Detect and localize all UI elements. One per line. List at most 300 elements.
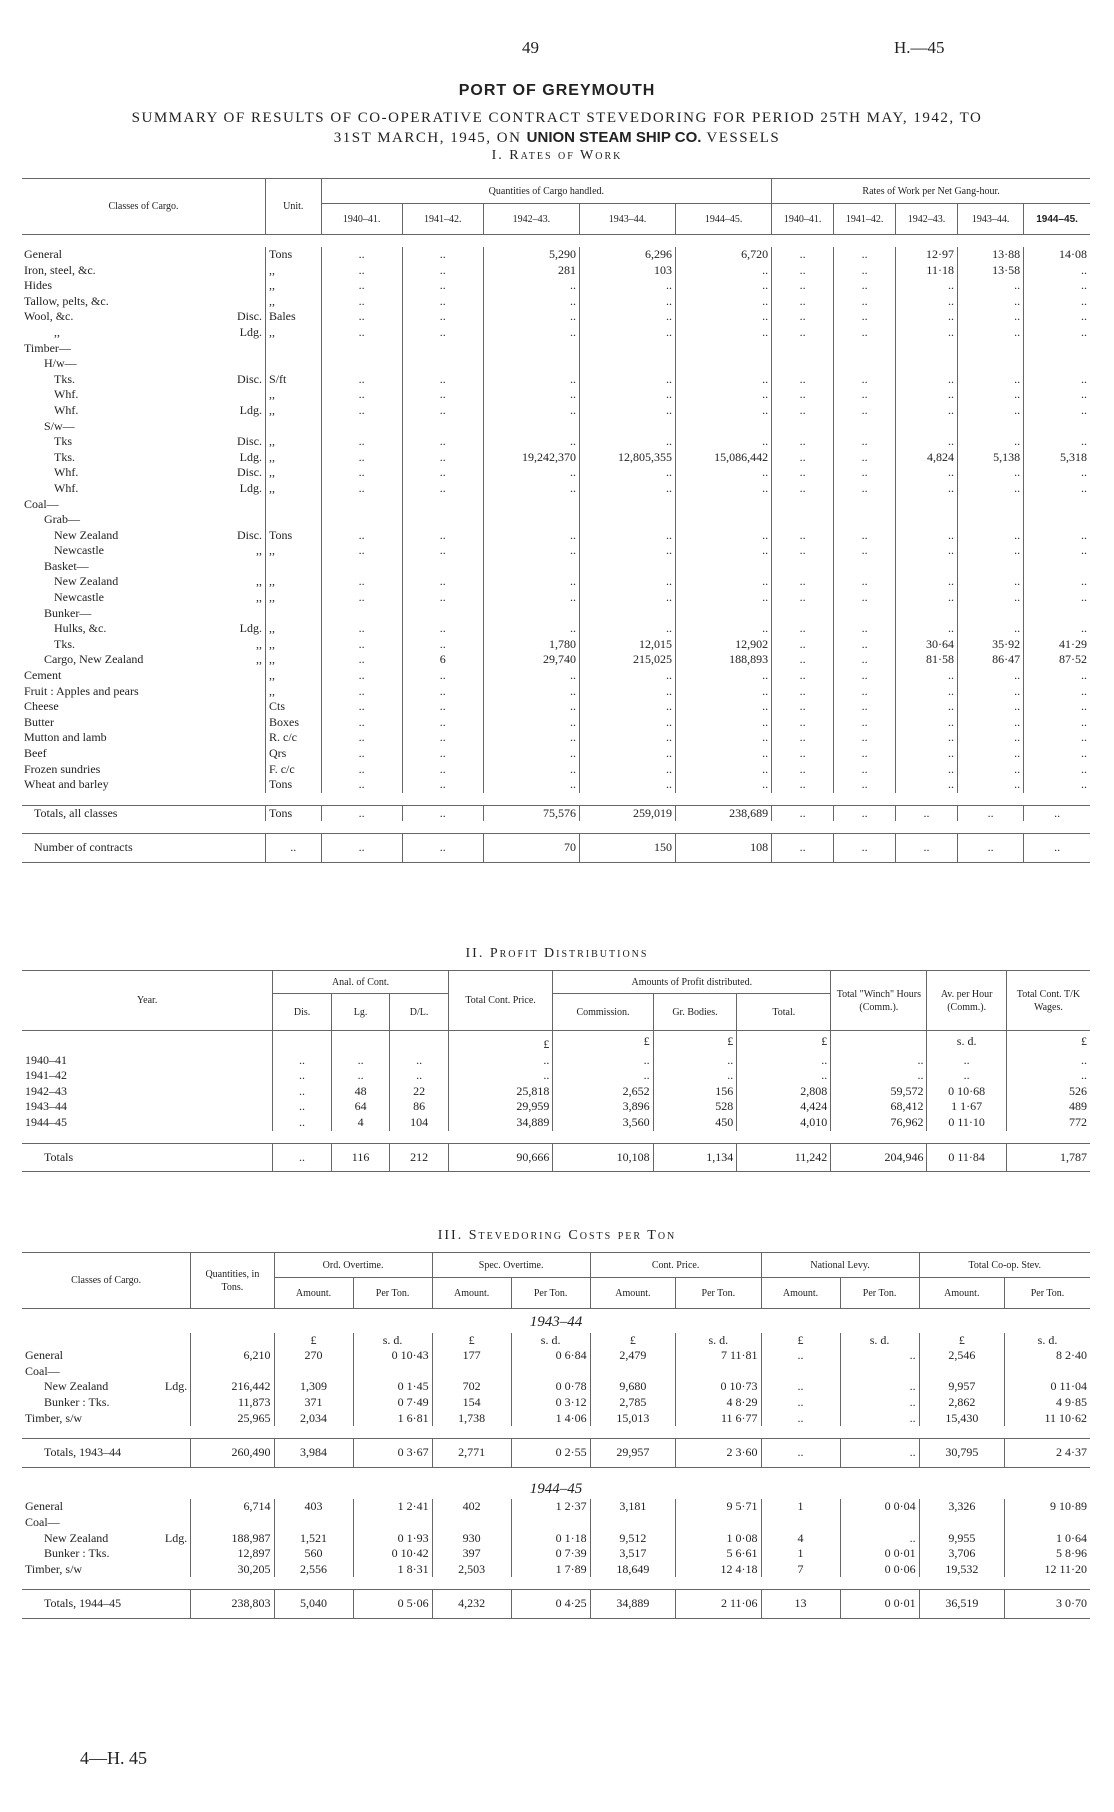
t3-row-value: 1,738: [432, 1411, 511, 1427]
t1-row-quantity: ..: [321, 481, 402, 497]
t1-row-label: Bunker—: [44, 605, 92, 620]
t1-row-rate: [772, 606, 834, 622]
t1-header-classes: Classes of Cargo.: [22, 179, 265, 235]
t1-row-rate: 11·18: [896, 263, 958, 279]
t2-row-value: ..: [273, 1053, 332, 1069]
t1-row-rate: ..: [772, 621, 834, 637]
t1-totals-r2: ..: [896, 805, 958, 821]
t3-row-value: 9,957: [919, 1379, 1004, 1395]
t2-header-total: Total.: [737, 994, 831, 1031]
t3-row-value: 2,479: [590, 1348, 675, 1364]
t2-row-value: 68,412: [831, 1099, 927, 1115]
t2-row-value: ..: [1006, 1068, 1090, 1084]
t2-body: [22, 1053, 1090, 1143]
t1-row-label: Cement: [24, 668, 62, 683]
t3-totals-value: 0 4·25: [511, 1590, 590, 1619]
t2-row-value: 4: [331, 1115, 390, 1131]
t1-row-rate: ..: [957, 294, 1023, 310]
t1-row-qualifier: [204, 715, 266, 731]
t3-row-value: 2,546: [919, 1348, 1004, 1364]
t1-row-label: Tallow, pelts, &c.: [24, 293, 109, 308]
t1-row-quantity: ..: [402, 621, 483, 637]
t2-header-winch: Total "Winch" Hours (Comm.).: [831, 971, 927, 1031]
t3-row-value: 1 2·41: [353, 1499, 432, 1515]
summary-line-1: SUMMARY OF RESULTS OF CO-OPERATIVE CONTRACT STEVEDORING FOR PERIOD 25TH MAY, 1942, TO: [131, 110, 983, 126]
t3-unit: £: [919, 1333, 1004, 1349]
t3-totals-value: 2 11·06: [676, 1590, 761, 1619]
t3-unit: £: [590, 1333, 675, 1349]
section-2-heading-wrap: [0, 946, 1114, 962]
t3-row-value: 3,706: [919, 1546, 1004, 1562]
t1-row-rate: 13·58: [957, 263, 1023, 279]
t1-row-quantity: ..: [321, 668, 402, 684]
t1-row: [22, 419, 1090, 435]
t1-row-rate: ..: [1024, 590, 1090, 606]
t2-unit-4: s. d.: [927, 1031, 1006, 1053]
t1-row-quantity: [483, 356, 579, 372]
t1-row-rate: ..: [772, 325, 834, 341]
t3-row-value: 0 0·04: [840, 1499, 919, 1515]
t1-row-unit: Cts: [265, 699, 321, 715]
t1-row-quantity: [676, 419, 772, 435]
t1-row-quantity: ..: [676, 465, 772, 481]
t1-row-quantity: ..: [676, 762, 772, 778]
t3-row-value: 3,326: [919, 1499, 1004, 1515]
t1-row-rate: ..: [834, 247, 896, 263]
t1-row: [22, 403, 1090, 419]
t1-row-qualifier: [204, 356, 266, 372]
t2-row: [22, 1084, 1090, 1100]
t1-row: [22, 278, 1090, 294]
t1-row: [22, 450, 1090, 466]
t1-row-rate: ..: [1024, 730, 1090, 746]
t1-row-rate: ..: [772, 450, 834, 466]
t2-row-value: ..: [927, 1053, 1006, 1069]
t1-contracts-row: [22, 834, 1090, 863]
t2-totals-v5: 1,134: [653, 1143, 737, 1172]
t1-row-quantity: ..: [676, 668, 772, 684]
t1-row-rate: ..: [957, 684, 1023, 700]
t3-totals-value: 0 3·67: [353, 1439, 432, 1468]
t1-row-quantity: ..: [579, 465, 675, 481]
t1-contracts-q2: 70: [483, 834, 579, 863]
t1-row-qualifier: [204, 559, 266, 575]
t1-row-quantity: [676, 512, 772, 528]
t3-row-value: 0 7·49: [353, 1395, 432, 1411]
t1-row-rate: [834, 497, 896, 513]
t1-row-quantity: ..: [483, 699, 579, 715]
t1-row-quantity: ..: [321, 699, 402, 715]
t1-row-quantity: ..: [321, 465, 402, 481]
t1-r-year-2: 1942–43.: [896, 204, 958, 235]
t1-row-quantity: 6,296: [579, 247, 675, 263]
t1-row-rate: [896, 512, 958, 528]
t1-row-quantity: ..: [676, 574, 772, 590]
t2-row: [22, 1053, 1090, 1069]
t3-row-value: [274, 1364, 353, 1380]
t1-row-quantity: ..: [483, 481, 579, 497]
summary-line-2a: 31ST MARCH, 1945, ON: [333, 130, 522, 146]
t3-row-value: 930: [432, 1531, 511, 1547]
t1-contracts-q4: 108: [676, 834, 772, 863]
t1-row: [22, 465, 1090, 481]
t1-row-rate: ..: [957, 621, 1023, 637]
section-2-heading: II. Profit Distributions: [465, 946, 649, 961]
t1-row-rate: [1024, 606, 1090, 622]
t1-row-rate: ..: [896, 434, 958, 450]
t3-row-label: Bunker : Tks.: [44, 1394, 110, 1409]
t3-totals-label: Totals, 1943–44: [44, 1445, 122, 1460]
t1-q-year-3: 1943–44.: [579, 204, 675, 235]
t1-row-label: Butter: [24, 714, 54, 729]
t1-row-quantity: ..: [676, 387, 772, 403]
t1-row-quantity: [676, 606, 772, 622]
t3-row-value: 19,532: [919, 1562, 1004, 1578]
t1-q-year-4: 1944–45.: [676, 204, 772, 235]
t2-header-comm: Commission.: [553, 994, 653, 1031]
t1-row-rate: [834, 606, 896, 622]
t1-row: [22, 497, 1090, 513]
t2-row-value: ..: [273, 1099, 332, 1115]
t1-row-quantity: ..: [676, 777, 772, 793]
t2-row-value: 64: [331, 1099, 390, 1115]
t3-subheader-per-ton: Per Ton.: [676, 1278, 761, 1309]
t3-row-value: 177: [432, 1348, 511, 1364]
t1-row-unit: ,,: [265, 387, 321, 403]
t1-row-quantity: ..: [483, 762, 579, 778]
t2-totals-v7: 204,946: [831, 1143, 927, 1172]
t1-row-rate: ..: [896, 574, 958, 590]
summary-title: [0, 108, 1114, 148]
t3-row: [22, 1395, 1090, 1411]
t1-row-quantity: ..: [676, 325, 772, 341]
t1-row-quantity: ..: [402, 481, 483, 497]
t1-row-quantity: ..: [579, 684, 675, 700]
t1-row-rate: ..: [834, 450, 896, 466]
t1-row-qualifier: [204, 777, 266, 793]
t2-row-value: ..: [831, 1068, 927, 1084]
t1-row-quantity: [402, 419, 483, 435]
t1-row-rate: ..: [772, 762, 834, 778]
t1-row-rate: [957, 419, 1023, 435]
t2-row-value: ..: [390, 1053, 449, 1069]
t1-totals-q1: ..: [402, 805, 483, 821]
t1-row-quantity: [483, 512, 579, 528]
t3-row-value: 11 6·77: [676, 1411, 761, 1427]
t1-row-rate: ..: [896, 278, 958, 294]
t3-row-qualifier: [148, 1411, 191, 1427]
t1-row-quantity: 281: [483, 263, 579, 279]
t1-row-quantity: ..: [579, 699, 675, 715]
t1-row: [22, 762, 1090, 778]
t1-row-quantity: ..: [483, 403, 579, 419]
t1-row-qualifier: [204, 278, 266, 294]
t1-row-quantity: ..: [483, 465, 579, 481]
t1-row-label: Fruit : Apples and pears: [24, 683, 139, 698]
t1-row-quantity: ..: [579, 574, 675, 590]
t1-row-rate: ..: [1024, 372, 1090, 388]
t3-row-value: ..: [840, 1395, 919, 1411]
t3-header-quant: Quantities, in Tons.: [191, 1253, 274, 1309]
t2-row-value: ..: [737, 1053, 831, 1069]
t1-row-label: ,,: [54, 324, 60, 339]
t1-row: [22, 574, 1090, 590]
t2-header-gr: Gr. Bodies.: [653, 994, 737, 1031]
t1-row-label: Cargo, New Zealand: [44, 652, 144, 667]
t1-row-rate: ..: [896, 762, 958, 778]
t3-row-value: 3,181: [590, 1499, 675, 1515]
t2-totals-row: [22, 1143, 1090, 1172]
t1-row-rate: ..: [834, 294, 896, 310]
t1-row-quantity: [402, 606, 483, 622]
t1-row-rate: ..: [834, 637, 896, 653]
t1-row-rate: ..: [1024, 777, 1090, 793]
t3-row-value: 3,517: [590, 1546, 675, 1562]
t1-row: [22, 637, 1090, 653]
t1-row-quantity: 12,015: [579, 637, 675, 653]
t1-row-rate: ..: [1024, 684, 1090, 700]
company-name: UNION STEAM SHIP CO.: [526, 129, 702, 146]
t1-row-rate: ..: [957, 528, 1023, 544]
t1-row-rate: [896, 559, 958, 575]
t3-subheader-per-ton: Per Ton.: [353, 1278, 432, 1309]
t2-row-value: 156: [653, 1084, 737, 1100]
t2-row-value: ..: [331, 1068, 390, 1084]
t2-totals-label: Totals: [44, 1149, 74, 1164]
t1-row-label: Tks.: [54, 636, 75, 651]
t3-row-value: 9,955: [919, 1531, 1004, 1547]
t1-row-quantity: [321, 512, 402, 528]
t1-row-rate: ..: [772, 263, 834, 279]
t1-row-unit: [265, 606, 321, 622]
t3-row-label: General: [25, 1348, 63, 1363]
t1-row: [22, 777, 1090, 793]
t1-row-rate: ..: [896, 746, 958, 762]
t1-row-qualifier: ,,: [255, 543, 262, 558]
t2-row-value: 22: [390, 1084, 449, 1100]
t1-row-label: Tks.: [54, 449, 75, 464]
t1-row-label: Wheat and barley: [24, 777, 109, 792]
t1-row-rate: ..: [772, 730, 834, 746]
page-footer: 4—H. 45: [80, 1748, 147, 1768]
title-block: [0, 82, 1114, 164]
t1-row-rate: [957, 356, 1023, 372]
t1-row-quantity: [402, 512, 483, 528]
t1-row-unit: Boxes: [265, 715, 321, 731]
t1-row-rate: ..: [772, 668, 834, 684]
t1-row-qualifier: [204, 668, 266, 684]
t1-row-quantity: ..: [321, 621, 402, 637]
t1-row-rate: [957, 341, 1023, 357]
t3-row-value: 1 4·06: [511, 1411, 590, 1427]
t1-row-quantity: [321, 356, 402, 372]
t3-row-value: 8 2·40: [1005, 1348, 1090, 1364]
t1-row-rate: 30·64: [896, 637, 958, 653]
t1-row: [22, 341, 1090, 357]
t1-row-rate: ..: [772, 294, 834, 310]
t1-row-quantity: ..: [321, 528, 402, 544]
t1-row-rate: ..: [834, 762, 896, 778]
t3-row-value: [840, 1364, 919, 1380]
t1-row-rate: ..: [1024, 574, 1090, 590]
t1-contracts-r2: ..: [896, 834, 958, 863]
t1-row-rate: ..: [957, 543, 1023, 559]
t1-row-rate: ..: [957, 387, 1023, 403]
t1-row-label: Grab—: [44, 512, 80, 527]
t1-row: [22, 543, 1090, 559]
t1-row-label: H/w—: [44, 356, 77, 371]
t3-row-value: [1005, 1364, 1090, 1380]
t1-row-quantity: ..: [402, 637, 483, 653]
t1-row-quantity: ..: [483, 528, 579, 544]
t1-row: [22, 559, 1090, 575]
t1-totals-r1: ..: [834, 805, 896, 821]
t1-header-rates: Rates of Work per Net Gang-hour.: [772, 179, 1090, 204]
t1-row-quantity: ..: [483, 621, 579, 637]
t1-row-label: New Zealand: [54, 527, 119, 542]
t3-unit: s. d.: [840, 1333, 919, 1349]
t1-row-rate: [772, 341, 834, 357]
t1-row-rate: ..: [896, 543, 958, 559]
t3-row: [22, 1531, 1090, 1547]
t2-header-anal: Anal. of Cont.: [273, 971, 449, 994]
t1-row-label: Whf.: [54, 387, 79, 402]
t2-unit-0: £: [448, 1031, 553, 1053]
t1-row-quantity: ..: [483, 574, 579, 590]
t3-row-value: 2,556: [274, 1562, 353, 1578]
t1-row-quantity: ..: [579, 668, 675, 684]
t1-row-rate: ..: [834, 372, 896, 388]
t3-row-value: 2,862: [919, 1395, 1004, 1411]
t3-row-value: 1,521: [274, 1531, 353, 1547]
t1-row-quantity: ..: [483, 715, 579, 731]
t2-row-value: ..: [553, 1053, 653, 1069]
t3-unit: s. d.: [676, 1333, 761, 1349]
t3-totals-value: 3,984: [274, 1439, 353, 1468]
t2-totals-v8: 0 11·84: [927, 1143, 1006, 1172]
t2-header-tk: Total Cont. T/K Wages.: [1006, 971, 1090, 1031]
t1-row-quantity: ..: [676, 746, 772, 762]
t3-row-value: ..: [761, 1348, 840, 1364]
t1-row-rate: ..: [834, 621, 896, 637]
t3-row-value: 6,714: [191, 1499, 274, 1515]
t3-row-value: 0 0·78: [511, 1379, 590, 1395]
t1-row-rate: [772, 497, 834, 513]
t1-row-quantity: 215,025: [579, 652, 675, 668]
t1-row-quantity: ..: [402, 574, 483, 590]
t1-totals-q3: 259,019: [579, 805, 675, 821]
t3-row-value: ..: [761, 1411, 840, 1427]
t3-row-value: [919, 1515, 1004, 1531]
t1-row-rate: ..: [1024, 668, 1090, 684]
t1-row-quantity: ..: [321, 730, 402, 746]
t3-row-value: 0 10·73: [676, 1379, 761, 1395]
t1-row-quantity: ..: [321, 652, 402, 668]
t2-header-year: Year.: [22, 971, 273, 1031]
t1-row-qualifier: [204, 387, 266, 403]
t3-row: [22, 1546, 1090, 1562]
t3-row-value: 1: [761, 1546, 840, 1562]
t3-row-value: 1 7·89: [511, 1562, 590, 1578]
t3-row-label: Coal—: [25, 1363, 60, 1378]
t1-row-quantity: ..: [579, 715, 675, 731]
t1-row-rate: ..: [1024, 325, 1090, 341]
t1-row-rate: [957, 512, 1023, 528]
t2-row-value: 4,010: [737, 1115, 831, 1131]
t1-row: [22, 481, 1090, 497]
t1-row-label: Cheese: [24, 699, 59, 714]
t1-row-unit: Bales: [265, 309, 321, 325]
t3-row: [22, 1364, 1090, 1380]
t1-row-rate: ..: [772, 684, 834, 700]
t1-row-label: Newcastle: [54, 590, 104, 605]
t1-row-rate: [834, 419, 896, 435]
t3-totals-value: 238,803: [191, 1590, 274, 1619]
t1-row-quantity: ..: [321, 263, 402, 279]
t1-row-quantity: [402, 341, 483, 357]
t1-contracts-unit: ..: [265, 834, 321, 863]
t1-row-quantity: ..: [321, 434, 402, 450]
t1-row-quantity: ..: [579, 403, 675, 419]
t1-row-qualifier: [204, 294, 266, 310]
t1-row-rate: ..: [896, 590, 958, 606]
t1-row-quantity: ..: [676, 403, 772, 419]
t1-row-rate: ..: [957, 668, 1023, 684]
t2-row: [22, 1068, 1090, 1084]
t1-row-quantity: ..: [483, 668, 579, 684]
t1-row-rate: ..: [896, 403, 958, 419]
t2-row: [22, 1115, 1090, 1131]
t1-row-rate: [1024, 341, 1090, 357]
t3-row-label: Coal—: [25, 1514, 60, 1529]
t1-row-rate: ..: [772, 637, 834, 653]
t3-subheader-per-ton: Per Ton.: [1005, 1278, 1090, 1309]
t2-row-year: 1943–44: [25, 1099, 67, 1114]
t1-row-quantity: ..: [483, 434, 579, 450]
t1-row-rate: [896, 419, 958, 435]
t3-row-value: 18,649: [590, 1562, 675, 1578]
t1-row-quantity: ..: [402, 403, 483, 419]
t1-row-quantity: ..: [321, 637, 402, 653]
t1-row-label: Tks.: [54, 371, 75, 386]
t3-period-2: 1944–45: [529, 1480, 583, 1497]
t3-unit: £: [432, 1333, 511, 1349]
t1-row-rate: ..: [772, 652, 834, 668]
t2-row-value: ..: [273, 1084, 332, 1100]
t1-row-unit: [265, 497, 321, 513]
t3-row-value: 9,512: [590, 1531, 675, 1547]
t3-totals-value: 29,957: [590, 1439, 675, 1468]
t1-row-unit: ,,: [265, 543, 321, 559]
t1-row: [22, 512, 1090, 528]
t1-row-label: Tks: [54, 434, 72, 449]
t1-row-quantity: ..: [676, 278, 772, 294]
t1-row-qualifier: [204, 606, 266, 622]
t1-row-quantity: ..: [321, 450, 402, 466]
t1-row-rate: 14·08: [1024, 247, 1090, 263]
t1-row-unit: S/ft: [265, 372, 321, 388]
t1-row-quantity: 29,740: [483, 652, 579, 668]
t1-row-qualifier: Ldg.: [239, 449, 262, 464]
t1-row-rate: ..: [957, 465, 1023, 481]
t1-row-quantity: 1,780: [483, 637, 579, 653]
t3-row-qualifier: [148, 1515, 191, 1531]
t2-row-value: 3,560: [553, 1115, 653, 1131]
t3-row-value: 2,034: [274, 1411, 353, 1427]
t3-row-value: 1 6·81: [353, 1411, 432, 1427]
t1-row-rate: ..: [957, 403, 1023, 419]
t3-row-value: 702: [432, 1379, 511, 1395]
